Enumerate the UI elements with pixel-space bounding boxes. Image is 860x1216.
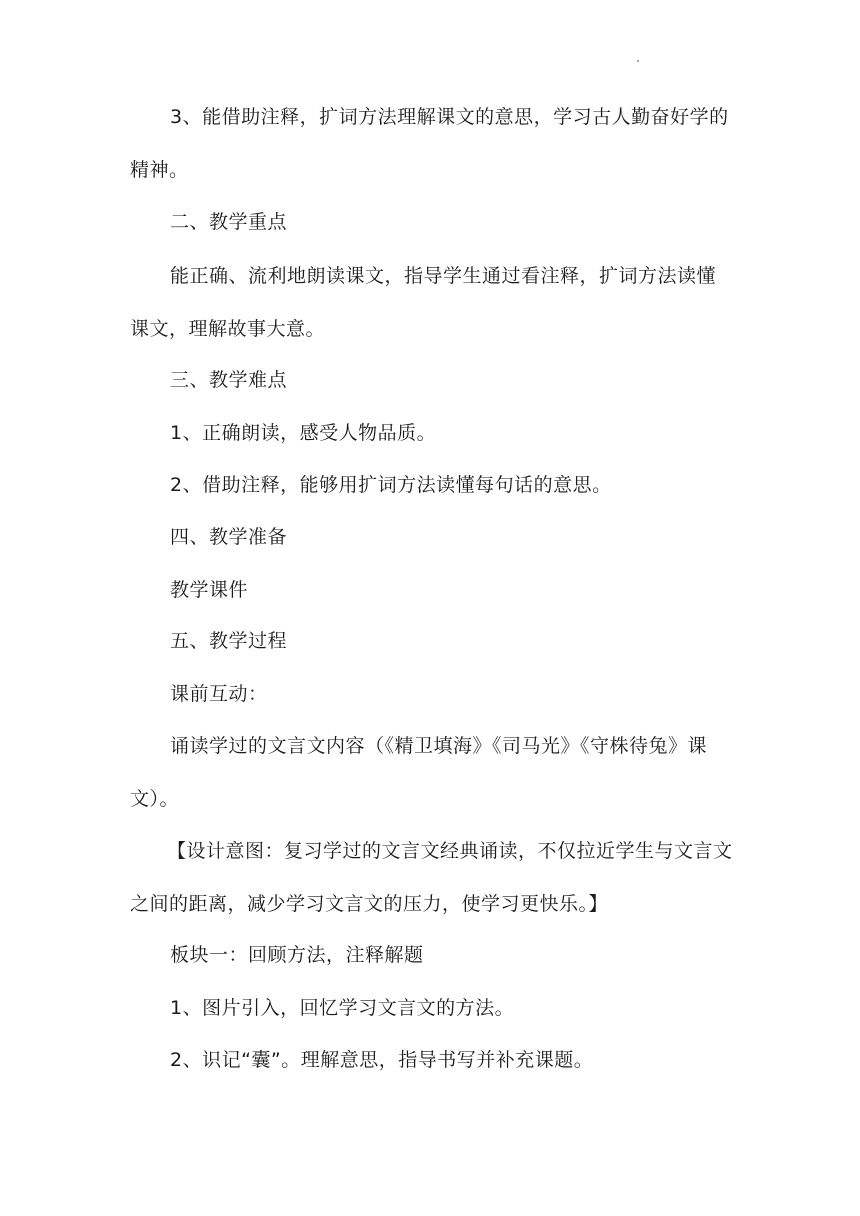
section-one-heading: 板块一：回顾方法，注释解题	[170, 944, 424, 966]
heading-teaching-difficulty: 三、教学难点	[170, 369, 288, 391]
page-mark-dot	[637, 60, 639, 62]
design-intent-note: 【设计意图：复习学过的文言文经典诵读，不仅拉近学生与文言文之间的距离，减少学习文言文的压力，使学习更快乐。】	[130, 840, 733, 915]
pre-class-interaction: 课前互动：	[170, 683, 268, 705]
recitation-text: 诵读学过的文言文内容（《精卫填海》《司马光》《守株待兔》课文）。	[130, 735, 708, 810]
section-one-item-2: 2、识记“囊”。理解意思，指导书写并补充课题。	[170, 1049, 594, 1071]
teaching-focus-text: 能正确、流利地朗读课文，指导学生通过看注释，扩词方法读懂课文，理解故事大意。	[130, 265, 717, 340]
section-one-item-1: 1、图片引入，回忆学习文言文的方法。	[170, 997, 515, 1019]
heading-teaching-focus: 二、教学重点	[170, 211, 288, 233]
difficulty-1: 1、正确朗读，感受人物品质。	[170, 422, 437, 444]
heading-teaching-process: 五、教学过程	[170, 630, 288, 652]
preparation-text: 教学课件	[170, 579, 249, 601]
heading-teaching-preparation: 四、教学准备	[170, 526, 288, 548]
objective-3: 3、能借助注释，扩词方法理解课文的意思，学习古人勤奋好学的精神。	[130, 106, 729, 181]
difficulty-2: 2、借助注释，能够用扩词方法读懂每句话的意思。	[170, 474, 612, 496]
